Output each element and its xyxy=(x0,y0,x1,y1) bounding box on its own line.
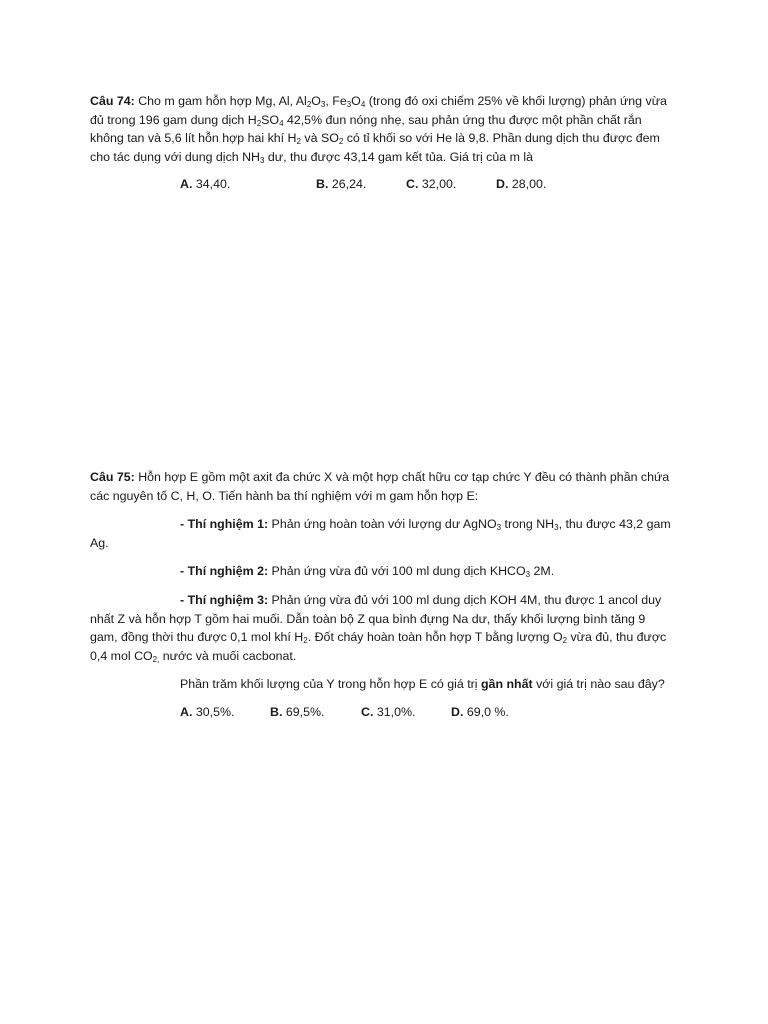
experiment-text: Phản ứng vừa đủ với 100 ml dung dịch KOH 4M, thu được 1 ancol duy nhất Z và hỗn hợp T gồm hai muối. Dẫn toàn bộ Z qua bình đựng Na dư, thấy khối lượng bình tăng 9 gam, đồng thời thu được 0,1 mol khí H xyxy=(90,592,662,645)
prompt-text: Phần trăm khối lượng của Y trong hỗn hợp E có giá trị xyxy=(180,677,481,692)
experiment-3-label: - Thí nghiệm 3: xyxy=(180,592,269,607)
answer-option-d xyxy=(496,175,546,194)
answer-option-a xyxy=(180,175,230,194)
q74-text: 42,5% đun nóng nhẹ, sau phản ứng thu được một phần chất rắn không tan và 5,6 lít hỗn hợp hai khí H xyxy=(90,112,642,146)
experiment-2 xyxy=(90,562,675,581)
experiment-2-label: - Thí nghiệm 2: xyxy=(180,564,269,579)
answer-option-b xyxy=(316,175,366,194)
experiment-text: nước và muối cacbonat. xyxy=(159,648,297,663)
experiment-text: . Đốt cháy hoàn toàn hỗn hợp T bằng lượng O xyxy=(307,630,563,645)
answer-option-a xyxy=(180,703,234,722)
subscript: 3 xyxy=(346,100,352,109)
answer-value: 28,00. xyxy=(508,177,547,192)
q74-text: , Fe xyxy=(325,94,347,108)
answer-letter: C. xyxy=(361,704,374,719)
answer-value: 26,24. xyxy=(328,177,367,192)
answer-value: 34,40. xyxy=(192,177,231,192)
answer-option-d xyxy=(451,703,509,722)
experiment-text: 2M. xyxy=(530,564,555,579)
question-74-label: Câu 74: xyxy=(90,94,135,108)
answer-option-b xyxy=(270,703,324,722)
subscript: 2 xyxy=(296,137,301,147)
subscript: 2, xyxy=(152,654,160,664)
question-74-answers xyxy=(90,175,675,194)
q74-text: có tỉ khối so với He là 9,8. Phần dung dịch thu được đem cho tác dụng với dung dịch NH xyxy=(90,131,660,164)
experiment-1 xyxy=(90,515,675,552)
subscript: 3 xyxy=(496,523,502,533)
subscript: 2 xyxy=(306,100,312,109)
answer-value: 31,0%. xyxy=(373,704,416,719)
subscript: 4 xyxy=(279,118,284,128)
q75-text: Hỗn hợp E gồm một axit đa chức X và một hợp chất hữu cơ tạp chức Y đều có thành phần chứa các nguyên tố C, H, O. Tiến hành ba thí nghiệm với m gam hỗn hợp E: xyxy=(90,470,670,503)
subscript: 3 xyxy=(320,100,326,109)
subscript: 4 xyxy=(360,100,366,109)
question-75-label: Câu 75: xyxy=(90,470,135,484)
experiment-text: trong NH xyxy=(501,517,555,532)
question-75-answers xyxy=(90,703,675,722)
answer-value: 32,00. xyxy=(418,177,457,192)
answer-letter: A. xyxy=(180,704,193,719)
answer-value: 69,0 %. xyxy=(463,704,509,719)
question-75 xyxy=(90,468,675,722)
answer-letter: D. xyxy=(496,177,509,192)
q74-text: Cho m gam hỗn hợp Mg, Al, Al xyxy=(134,94,307,108)
q74-text: O xyxy=(351,94,361,108)
answer-option-c xyxy=(406,175,456,194)
answer-letter: B. xyxy=(270,704,283,719)
q74-text: SO xyxy=(261,112,280,127)
q74-text: dư, thu được 43,14 gam kết tủa. Giá trị của m là xyxy=(264,149,533,164)
subscript: 3 xyxy=(554,523,559,533)
q74-text: O xyxy=(311,94,321,108)
subscript: 3 xyxy=(260,155,265,165)
subscript: 3 xyxy=(525,570,531,580)
question-75-stem xyxy=(90,468,675,505)
q74-text: (trong đó oxi chiếm 25% về khối lượng) phản ứng vừa đủ trong 196 gam dung dịch H xyxy=(90,94,667,127)
subscript: 2 xyxy=(562,636,568,646)
question-74-stem xyxy=(90,92,675,166)
answer-letter: D. xyxy=(451,704,464,719)
q74-text: và SO xyxy=(300,131,339,146)
answer-value: 30,5%. xyxy=(192,704,235,719)
experiment-text: , thu được 43,2 gam Ag. xyxy=(90,517,671,550)
experiment-3 xyxy=(90,591,675,665)
subscript: 2 xyxy=(338,137,344,147)
answer-letter: B. xyxy=(316,177,329,192)
prompt-emphasis: gần nhất xyxy=(480,677,533,692)
answer-letter: C. xyxy=(406,177,419,192)
experiment-1-label: - Thí nghiệm 1: xyxy=(180,517,269,532)
experiment-text: vừa đủ, thu được 0,4 mol CO xyxy=(90,630,667,663)
answer-letter: A. xyxy=(180,177,193,192)
experiment-text: Phản ứng hoàn toàn với lượng dư AgNO xyxy=(268,517,497,532)
subscript: 2 xyxy=(303,636,308,646)
answer-option-c xyxy=(361,703,415,722)
question-75-prompt xyxy=(90,675,675,694)
question-74 xyxy=(90,92,675,194)
answer-value: 69,5%. xyxy=(282,704,325,719)
experiment-text: Phản ứng vừa đủ với 100 ml dung dịch KHCO xyxy=(268,564,526,579)
prompt-text: với giá trị nào sau đây? xyxy=(532,677,665,692)
subscript: 2 xyxy=(256,118,262,128)
